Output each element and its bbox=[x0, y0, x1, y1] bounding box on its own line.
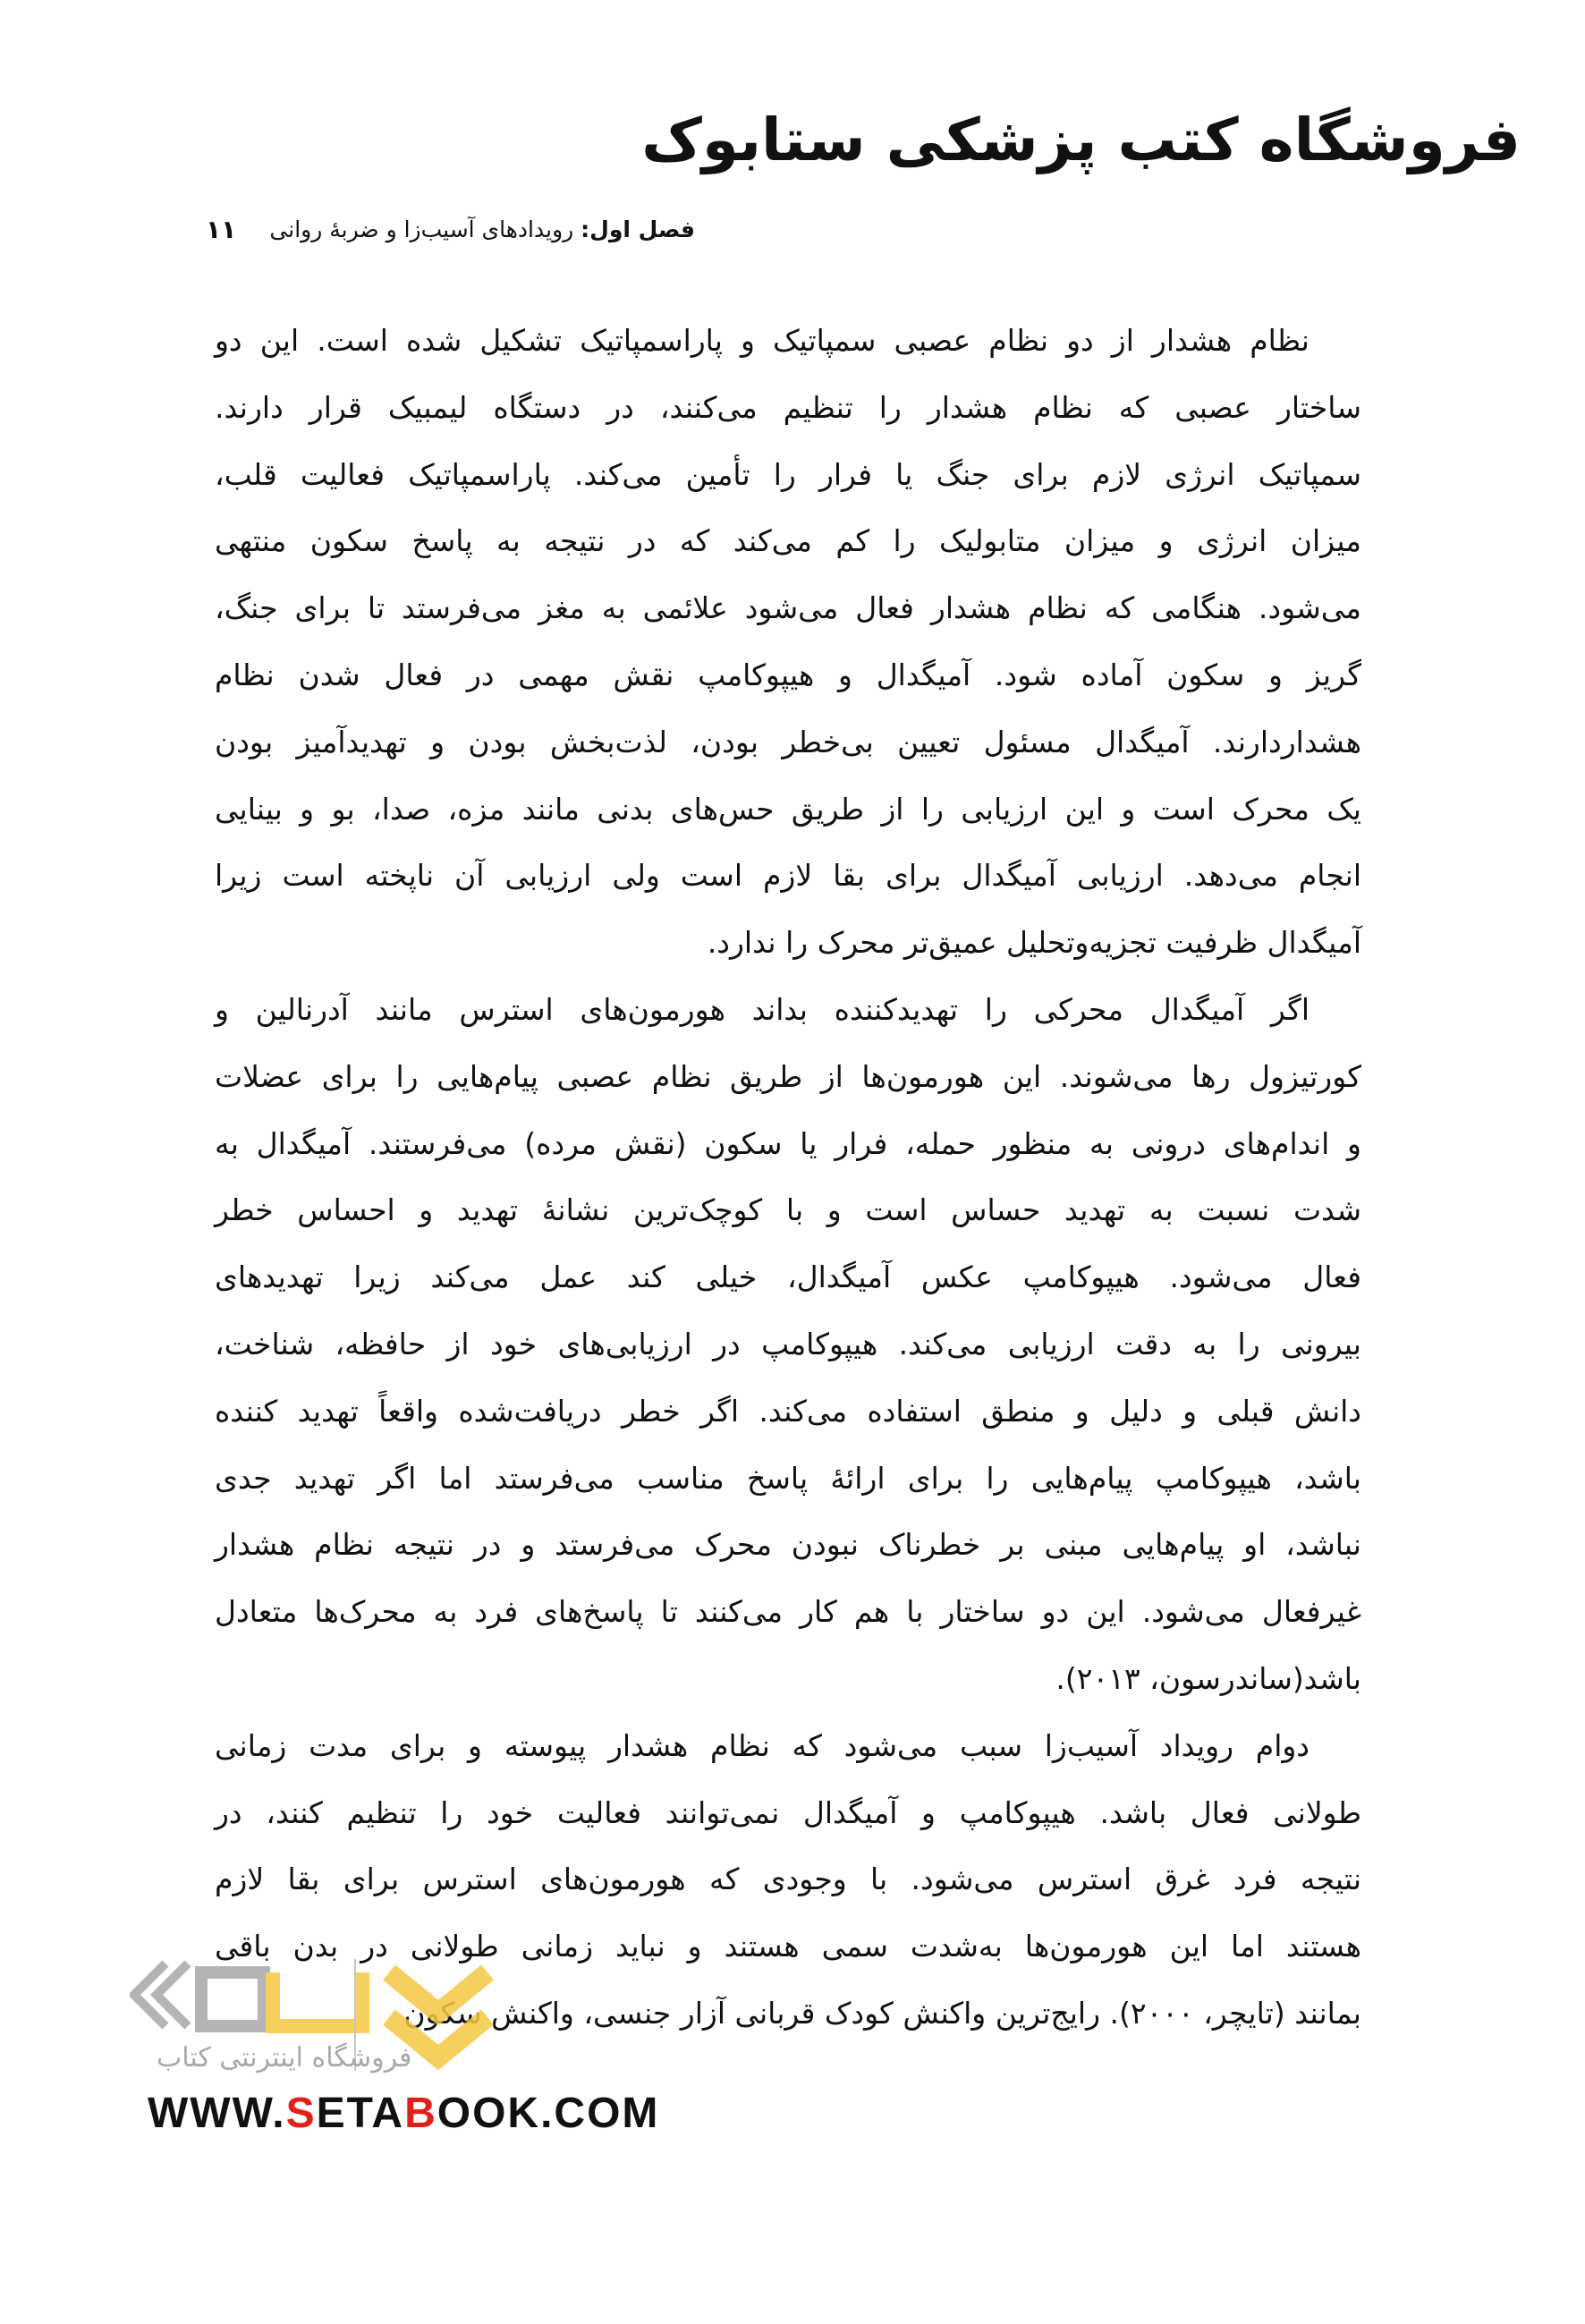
text-line: شدت نسبت به تهدید حساس است و با کوچک‌ترین نشانهٔ تهدید و احساس خطر bbox=[215, 1192, 1361, 1228]
chapter-label: فصل اول: bbox=[581, 216, 695, 242]
text-line: انجام می‌دهد. ارزیابی آمیگدال برای بقا لازم است ولی ارزیابی آن ناپخته است زیرا bbox=[215, 858, 1361, 894]
url-part: OOK.COM bbox=[437, 2090, 660, 2137]
text-line: هشداردارند. آمیگدال مسئول تعیین بی‌خطر بودن، لذت‌بخش بودن و تهدیدآمیز بودن bbox=[215, 724, 1361, 759]
text-line: نظام هشدار از دو نظام عصبی سمپاتیک و پاراسمپاتیک تشکیل شده است. این دو bbox=[215, 323, 1310, 358]
text-line: باشد(ساندرسون، ۲۰۱۳). bbox=[1055, 1660, 1361, 1696]
text-line: بیرونی را به دقت ارزیابی می‌کند. هیپوکامپ در ارزیابی‌های خود از حافظه، شناخت، bbox=[215, 1326, 1361, 1361]
text-line: طولانی فعال باشد. هیپوکامپ و آمیگدال نمی‌توانند فعالیت خود را تنظیم کنند، در bbox=[215, 1794, 1361, 1830]
chapter-title: رویدادهای آسیب‌زا و ضربهٔ روانی bbox=[269, 216, 574, 242]
text-line: گریز و سکون آماده شود. آمیگدال و هیپوکامپ نقش مهمی در فعال شدن نظام bbox=[215, 657, 1361, 692]
text-line: نتیجه فرد غرق استرس می‌شود. با وجودی که هورمون‌های استرس برای بقا لازم bbox=[215, 1862, 1361, 1897]
setabook-watermark-logo bbox=[130, 1946, 666, 2080]
text-line: بمانند (تایچر، ۲۰۰۰). رایج‌ترین واکنش کودک قربانی آزار جنسی، واکنش سکون bbox=[403, 1995, 1361, 2031]
chapter-heading bbox=[269, 216, 695, 242]
text-line: نباشد، او پیام‌هایی مبنی بر خطرناک نبودن محرک می‌فرستد و در نتیجه نظام هشدار bbox=[215, 1527, 1361, 1563]
text-line: کورتیزول رها می‌شوند. این هورمون‌ها از طریق نظام عصبی پیام‌هایی را برای عضلات bbox=[215, 1058, 1361, 1094]
text-line: غیرفعال می‌شود. این دو ساختار با هم کار می‌کنند تا پاسخ‌های فرد به محرک‌ها متعادل bbox=[215, 1594, 1361, 1630]
text-line: دانش قبلی و دلیل و منطق استفاده می‌کند. اگر خطر دریافت‌شده واقعاً تهدید کننده bbox=[215, 1393, 1361, 1429]
site-title: فروشگاه کتب پزشکی ستابوک bbox=[641, 106, 1521, 174]
text-line: و اندام‌های درونی به منظور حمله، فرار یا سکون (نقش مرده) می‌فرستند. آمیگدال به bbox=[215, 1125, 1361, 1161]
page-number: ۱۱ bbox=[206, 214, 237, 244]
text-line: یک محرک است و این ارزیابی را از طریق حس‌های بدنی مانند مزه، صدا، بو و بینایی bbox=[215, 791, 1361, 827]
watermark-tagline: فروشگاه اینترنتی کتاب bbox=[157, 2042, 412, 2074]
text-line: آمیگدال ظرفیت تجزیه‌وتحلیل عمیق‌تر محرک را ندارد. bbox=[707, 925, 1361, 961]
text-line: می‌شود. هنگامی که نظام هشدار فعال می‌شود علائمی به مغز می‌فرستد تا برای جنگ، bbox=[215, 590, 1361, 626]
text-line: سمپاتیک انرژی لازم برای جنگ یا فرار را تأمین می‌کند. پاراسمپاتیک فعالیت قلب، bbox=[215, 456, 1361, 492]
text-line: هستند اما این هورمون‌ها به‌شدت سمی هستند و نباید زمانی طولانی در بدن باقی bbox=[215, 1929, 1361, 1964]
store-url[interactable] bbox=[148, 2089, 659, 2138]
text-line: دوام رویداد آسیب‌زا سبب می‌شود که نظام هشدار پیوسته و برای مدت زمانی bbox=[215, 1727, 1310, 1763]
url-part: ETA bbox=[316, 2090, 405, 2137]
text-line: باشد، هیپوکامپ پیام‌هایی را برای ارائهٔ پاسخ مناسب می‌فرستد اما اگر تهدید جدی bbox=[215, 1460, 1361, 1496]
body-text bbox=[215, 308, 1361, 2048]
url-accent-letter: B bbox=[404, 2090, 437, 2137]
url-accent-letter: S bbox=[285, 2090, 317, 2137]
text-line: ساختار عصبی که نظام هشدار را تنظیم می‌کنند، در دستگاه لیمبیک قرار دارند. bbox=[215, 389, 1361, 425]
text-line: اگر آمیگدال محرکی را تهدیدکننده بداند هورمون‌های استرس مانند آدرنالین و bbox=[215, 991, 1310, 1027]
running-head bbox=[206, 211, 695, 247]
url-part: WWW. bbox=[148, 2090, 286, 2137]
text-line: فعال می‌شود. هیپوکامپ عکس آمیگدال، خیلی کند عمل می‌کند زیرا تهدیدهای bbox=[215, 1260, 1361, 1295]
text-line: میزان انرژی و میزان متابولیک را کم می‌کند که در نتیجه به پاسخ سکون منتهی bbox=[215, 523, 1361, 559]
